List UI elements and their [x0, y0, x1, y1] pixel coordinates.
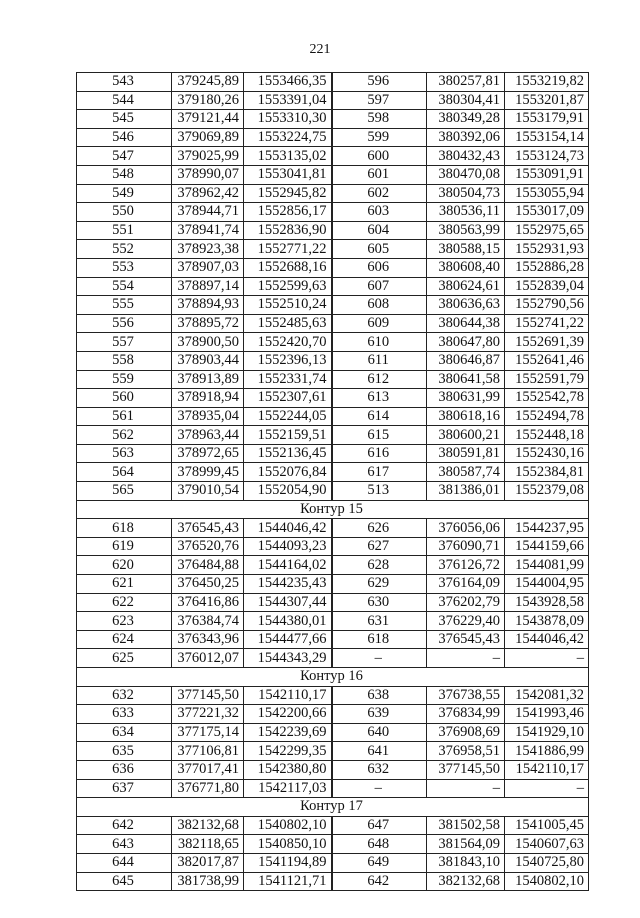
table-row	[77, 165, 589, 184]
x-coordinate: 378923,38	[172, 240, 244, 259]
table-row	[77, 147, 589, 166]
table-row	[77, 296, 589, 315]
y-coordinate: 1552384,81	[505, 463, 589, 482]
x-coordinate: 376126,72	[427, 556, 505, 575]
table-row	[77, 333, 589, 352]
y-coordinate: 1544164,02	[244, 556, 332, 575]
x-coordinate: 377106,81	[172, 742, 244, 761]
point-number: 619	[77, 537, 172, 556]
x-coordinate: 378944,71	[172, 203, 244, 222]
point-number: 638	[332, 686, 427, 705]
contour-header: Контур 17	[77, 798, 589, 817]
point-number: 543	[77, 73, 172, 92]
point-number: 553	[77, 258, 172, 277]
table-row	[77, 556, 589, 575]
y-coordinate: 1544046,42	[505, 630, 589, 649]
y-coordinate: 1541194,89	[244, 853, 332, 872]
table-row	[77, 407, 589, 426]
point-number: 647	[332, 816, 427, 835]
table-row	[77, 389, 589, 408]
point-number: 547	[77, 147, 172, 166]
point-number: 606	[332, 258, 427, 277]
y-coordinate: 1552136,45	[244, 444, 332, 463]
y-coordinate: 1552054,90	[244, 482, 332, 501]
point-number: 551	[77, 221, 172, 240]
point-number: 613	[332, 389, 427, 408]
point-number: 624	[77, 630, 172, 649]
y-coordinate: 1544477,66	[244, 630, 332, 649]
y-coordinate: 1553017,09	[505, 203, 589, 222]
x-coordinate: 377221,32	[172, 705, 244, 724]
y-coordinate: 1553179,91	[505, 110, 589, 129]
point-number: 600	[332, 147, 427, 166]
x-coordinate: 376484,88	[172, 556, 244, 575]
point-number: 632	[332, 760, 427, 779]
x-coordinate: 381386,01	[427, 482, 505, 501]
x-coordinate: 376738,55	[427, 686, 505, 705]
y-coordinate: 1552856,17	[244, 203, 332, 222]
point-number: 612	[332, 370, 427, 389]
y-coordinate: 1544081,99	[505, 556, 589, 575]
y-coordinate: 1552542,78	[505, 389, 589, 408]
point-number: 559	[77, 370, 172, 389]
y-coordinate: 1552886,28	[505, 258, 589, 277]
point-number: 618	[332, 630, 427, 649]
table-row	[77, 221, 589, 240]
x-coordinate: 376520,76	[172, 537, 244, 556]
point-number: 602	[332, 184, 427, 203]
point-number: 641	[332, 742, 427, 761]
x-coordinate: 380588,15	[427, 240, 505, 259]
point-number: 636	[77, 760, 172, 779]
y-coordinate: 1541993,46	[505, 705, 589, 724]
point-number: 555	[77, 296, 172, 315]
y-coordinate: 1553154,14	[505, 128, 589, 147]
page-number: 221	[309, 42, 331, 57]
x-coordinate: 376229,40	[427, 612, 505, 631]
point-number: 608	[332, 296, 427, 315]
y-coordinate: 1552396,13	[244, 351, 332, 370]
y-coordinate: 1552688,16	[244, 258, 332, 277]
y-coordinate: 1552641,46	[505, 351, 589, 370]
point-number: 599	[332, 128, 427, 147]
x-coordinate: 382132,68	[427, 872, 505, 891]
point-number: 603	[332, 203, 427, 222]
point-number: 607	[332, 277, 427, 296]
point-number: 554	[77, 277, 172, 296]
y-coordinate: 1542081,32	[505, 686, 589, 705]
table-row	[77, 612, 589, 631]
x-coordinate: 380536,11	[427, 203, 505, 222]
y-coordinate: 1552741,22	[505, 314, 589, 333]
point-number: 625	[77, 649, 172, 668]
table-row	[77, 91, 589, 110]
point-number: 557	[77, 333, 172, 352]
table-row	[77, 203, 589, 222]
x-coordinate: 381738,99	[172, 872, 244, 891]
point-number: 623	[77, 612, 172, 631]
x-coordinate: 380600,21	[427, 426, 505, 445]
point-number: 622	[77, 593, 172, 612]
x-coordinate: 377175,14	[172, 723, 244, 742]
point-number: 632	[77, 686, 172, 705]
point-number: 649	[332, 853, 427, 872]
table-row	[77, 853, 589, 872]
y-coordinate: 1552379,08	[505, 482, 589, 501]
y-coordinate: 1553124,73	[505, 147, 589, 166]
contour-header: Контур 16	[77, 668, 589, 687]
point-number: 609	[332, 314, 427, 333]
y-coordinate: 1544380,01	[244, 612, 332, 631]
point-number: 614	[332, 407, 427, 426]
y-coordinate: 1552836,90	[244, 221, 332, 240]
table-row	[77, 482, 589, 501]
x-coordinate: 379010,54	[172, 482, 244, 501]
y-coordinate: 1552448,18	[505, 426, 589, 445]
x-coordinate: 379121,44	[172, 110, 244, 129]
point-number: 628	[332, 556, 427, 575]
point-number: 639	[332, 705, 427, 724]
x-coordinate: 380591,81	[427, 444, 505, 463]
point-number: 618	[77, 519, 172, 538]
y-coordinate: 1552159,51	[244, 426, 332, 445]
table-row	[77, 519, 589, 538]
y-coordinate: 1553135,02	[244, 147, 332, 166]
x-coordinate: 380646,87	[427, 351, 505, 370]
y-coordinate: 1552076,84	[244, 463, 332, 482]
x-coordinate: 380470,08	[427, 165, 505, 184]
point-number: 550	[77, 203, 172, 222]
point-number: 596	[332, 73, 427, 92]
table-row	[77, 835, 589, 854]
contour-header-row	[77, 798, 589, 817]
y-coordinate: 1553091,91	[505, 165, 589, 184]
x-coordinate: 376545,43	[427, 630, 505, 649]
x-coordinate: 376384,74	[172, 612, 244, 631]
y-coordinate: 1552591,79	[505, 370, 589, 389]
y-coordinate: –	[505, 779, 589, 798]
point-number: 601	[332, 165, 427, 184]
x-coordinate: 378941,74	[172, 221, 244, 240]
point-number: 633	[77, 705, 172, 724]
x-coordinate: 376202,79	[427, 593, 505, 612]
point-number: 598	[332, 110, 427, 129]
point-number: 629	[332, 575, 427, 594]
x-coordinate: 378903,44	[172, 351, 244, 370]
table-row	[77, 240, 589, 259]
y-coordinate: 1544343,29	[244, 649, 332, 668]
y-coordinate: 1553391,04	[244, 91, 332, 110]
x-coordinate: 380504,73	[427, 184, 505, 203]
y-coordinate: 1552510,24	[244, 296, 332, 315]
y-coordinate: 1541121,71	[244, 872, 332, 891]
y-coordinate: 1553310,30	[244, 110, 332, 129]
table-row	[77, 314, 589, 333]
x-coordinate: 376450,25	[172, 575, 244, 594]
x-coordinate: 379025,99	[172, 147, 244, 166]
x-coordinate: 378897,14	[172, 277, 244, 296]
point-number: 561	[77, 407, 172, 426]
y-coordinate: 1544235,43	[244, 575, 332, 594]
x-coordinate: 377145,50	[172, 686, 244, 705]
x-coordinate: 376416,86	[172, 593, 244, 612]
point-number: 552	[77, 240, 172, 259]
x-coordinate: 378935,04	[172, 407, 244, 426]
x-coordinate: 378907,03	[172, 258, 244, 277]
y-coordinate: 1552307,61	[244, 389, 332, 408]
y-coordinate: 1541005,45	[505, 816, 589, 835]
x-coordinate: 380432,43	[427, 147, 505, 166]
x-coordinate: –	[427, 649, 505, 668]
x-coordinate: 378962,42	[172, 184, 244, 203]
table-row	[77, 537, 589, 556]
x-coordinate: 382017,87	[172, 853, 244, 872]
y-coordinate: 1553219,82	[505, 73, 589, 92]
point-number: 642	[332, 872, 427, 891]
x-coordinate: 381843,10	[427, 853, 505, 872]
x-coordinate: 380631,99	[427, 389, 505, 408]
y-coordinate: 1543878,09	[505, 612, 589, 631]
point-number: 642	[77, 816, 172, 835]
y-coordinate: 1552244,05	[244, 407, 332, 426]
y-coordinate: 1542110,17	[505, 760, 589, 779]
table-row	[77, 184, 589, 203]
x-coordinate: 380644,38	[427, 314, 505, 333]
x-coordinate: 378913,89	[172, 370, 244, 389]
y-coordinate: 1552485,63	[244, 314, 332, 333]
table-row	[77, 73, 589, 92]
y-coordinate: 1544237,95	[505, 519, 589, 538]
point-number: –	[332, 649, 427, 668]
x-coordinate: 378895,72	[172, 314, 244, 333]
x-coordinate: 380624,61	[427, 277, 505, 296]
y-coordinate: 1540607,63	[505, 835, 589, 854]
table-row	[77, 705, 589, 724]
table-row	[77, 742, 589, 761]
x-coordinate: 380618,16	[427, 407, 505, 426]
x-coordinate: 376012,07	[172, 649, 244, 668]
point-number: 564	[77, 463, 172, 482]
y-coordinate: 1544004,95	[505, 575, 589, 594]
point-number: 645	[77, 872, 172, 891]
table-row	[77, 816, 589, 835]
point-number: 562	[77, 426, 172, 445]
x-coordinate: 381502,58	[427, 816, 505, 835]
point-number: 631	[332, 612, 427, 631]
x-coordinate: 380257,81	[427, 73, 505, 92]
y-coordinate: 1541929,10	[505, 723, 589, 742]
point-number: 643	[77, 835, 172, 854]
y-coordinate: 1544093,23	[244, 537, 332, 556]
table-row	[77, 760, 589, 779]
y-coordinate: 1552945,82	[244, 184, 332, 203]
x-coordinate: 378894,93	[172, 296, 244, 315]
table-row	[77, 593, 589, 612]
y-coordinate: 1552931,93	[505, 240, 589, 259]
y-coordinate: 1541886,99	[505, 742, 589, 761]
y-coordinate: 1542299,35	[244, 742, 332, 761]
table-row	[77, 630, 589, 649]
point-number: 634	[77, 723, 172, 742]
table-row	[77, 723, 589, 742]
point-number: 627	[332, 537, 427, 556]
x-coordinate: 379245,89	[172, 73, 244, 92]
point-number: 556	[77, 314, 172, 333]
x-coordinate: 380641,58	[427, 370, 505, 389]
contour-header: Контур 15	[77, 500, 589, 519]
x-coordinate: 376958,51	[427, 742, 505, 761]
table-row	[77, 128, 589, 147]
table-row	[77, 426, 589, 445]
y-coordinate: 1552790,56	[505, 296, 589, 315]
table-row	[77, 779, 589, 798]
point-number: 610	[332, 333, 427, 352]
point-number: 560	[77, 389, 172, 408]
table-row	[77, 872, 589, 891]
point-number: 648	[332, 835, 427, 854]
point-number: 565	[77, 482, 172, 501]
table-row	[77, 686, 589, 705]
point-number: 630	[332, 593, 427, 612]
table-row	[77, 444, 589, 463]
x-coordinate: 379069,89	[172, 128, 244, 147]
y-coordinate: 1552331,74	[244, 370, 332, 389]
y-coordinate: 1553466,35	[244, 73, 332, 92]
x-coordinate: 376834,99	[427, 705, 505, 724]
x-coordinate: 380647,80	[427, 333, 505, 352]
x-coordinate: 380608,40	[427, 258, 505, 277]
y-coordinate: 1540802,10	[505, 872, 589, 891]
x-coordinate: 377145,50	[427, 760, 505, 779]
table-row	[77, 351, 589, 370]
y-coordinate: 1553041,81	[244, 165, 332, 184]
y-coordinate: 1552420,70	[244, 333, 332, 352]
x-coordinate: 376056,06	[427, 519, 505, 538]
x-coordinate: 378900,50	[172, 333, 244, 352]
point-number: 558	[77, 351, 172, 370]
point-number: 644	[77, 853, 172, 872]
y-coordinate: 1552839,04	[505, 277, 589, 296]
point-number: 640	[332, 723, 427, 742]
x-coordinate: 380563,99	[427, 221, 505, 240]
x-coordinate: 378963,44	[172, 426, 244, 445]
point-number: 548	[77, 165, 172, 184]
y-coordinate: 1552771,22	[244, 240, 332, 259]
x-coordinate: 380636,63	[427, 296, 505, 315]
point-number: 621	[77, 575, 172, 594]
table-row	[77, 277, 589, 296]
point-number: 546	[77, 128, 172, 147]
y-coordinate: 1540725,80	[505, 853, 589, 872]
y-coordinate: 1542110,17	[244, 686, 332, 705]
x-coordinate: 378918,94	[172, 389, 244, 408]
x-coordinate: 381564,09	[427, 835, 505, 854]
point-number: 635	[77, 742, 172, 761]
y-coordinate: 1542380,80	[244, 760, 332, 779]
x-coordinate: 376090,71	[427, 537, 505, 556]
x-coordinate: –	[427, 779, 505, 798]
y-coordinate: 1553055,94	[505, 184, 589, 203]
y-coordinate: 1540850,10	[244, 835, 332, 854]
x-coordinate: 376545,43	[172, 519, 244, 538]
point-number: 611	[332, 351, 427, 370]
y-coordinate: 1552691,39	[505, 333, 589, 352]
point-number: –	[332, 779, 427, 798]
y-coordinate: 1544307,44	[244, 593, 332, 612]
point-number: 604	[332, 221, 427, 240]
y-coordinate: –	[505, 649, 589, 668]
y-coordinate: 1543928,58	[505, 593, 589, 612]
y-coordinate: 1553224,75	[244, 128, 332, 147]
x-coordinate: 376771,80	[172, 779, 244, 798]
x-coordinate: 378999,45	[172, 463, 244, 482]
table-row	[77, 649, 589, 668]
x-coordinate: 380304,41	[427, 91, 505, 110]
contour-header-row	[77, 668, 589, 687]
y-coordinate: 1553201,87	[505, 91, 589, 110]
point-number: 617	[332, 463, 427, 482]
point-number: 620	[77, 556, 172, 575]
x-coordinate: 380392,06	[427, 128, 505, 147]
point-number: 615	[332, 426, 427, 445]
x-coordinate: 376908,69	[427, 723, 505, 742]
x-coordinate: 376343,96	[172, 630, 244, 649]
x-coordinate: 377017,41	[172, 760, 244, 779]
y-coordinate: 1552975,65	[505, 221, 589, 240]
y-coordinate: 1552494,78	[505, 407, 589, 426]
table-row	[77, 575, 589, 594]
point-number: 513	[332, 482, 427, 501]
table-row	[77, 258, 589, 277]
table-row	[77, 110, 589, 129]
table-row	[77, 370, 589, 389]
x-coordinate: 376164,09	[427, 575, 505, 594]
y-coordinate: 1552599,63	[244, 277, 332, 296]
point-number: 545	[77, 110, 172, 129]
x-coordinate: 379180,26	[172, 91, 244, 110]
point-number: 616	[332, 444, 427, 463]
x-coordinate: 378972,65	[172, 444, 244, 463]
y-coordinate: 1544159,66	[505, 537, 589, 556]
point-number: 597	[332, 91, 427, 110]
y-coordinate: 1542200,66	[244, 705, 332, 724]
point-number: 544	[77, 91, 172, 110]
x-coordinate: 382132,68	[172, 816, 244, 835]
y-coordinate: 1552430,16	[505, 444, 589, 463]
x-coordinate: 380587,74	[427, 463, 505, 482]
table-row	[77, 463, 589, 482]
x-coordinate: 380349,28	[427, 110, 505, 129]
x-coordinate: 382118,65	[172, 835, 244, 854]
y-coordinate: 1542239,69	[244, 723, 332, 742]
y-coordinate: 1542117,03	[244, 779, 332, 798]
x-coordinate: 378990,07	[172, 165, 244, 184]
y-coordinate: 1540802,10	[244, 816, 332, 835]
point-number: 605	[332, 240, 427, 259]
point-number: 626	[332, 519, 427, 538]
y-coordinate: 1544046,42	[244, 519, 332, 538]
coordinates-table	[76, 72, 589, 891]
point-number: 549	[77, 184, 172, 203]
point-number: 563	[77, 444, 172, 463]
point-number: 637	[77, 779, 172, 798]
contour-header-row	[77, 500, 589, 519]
